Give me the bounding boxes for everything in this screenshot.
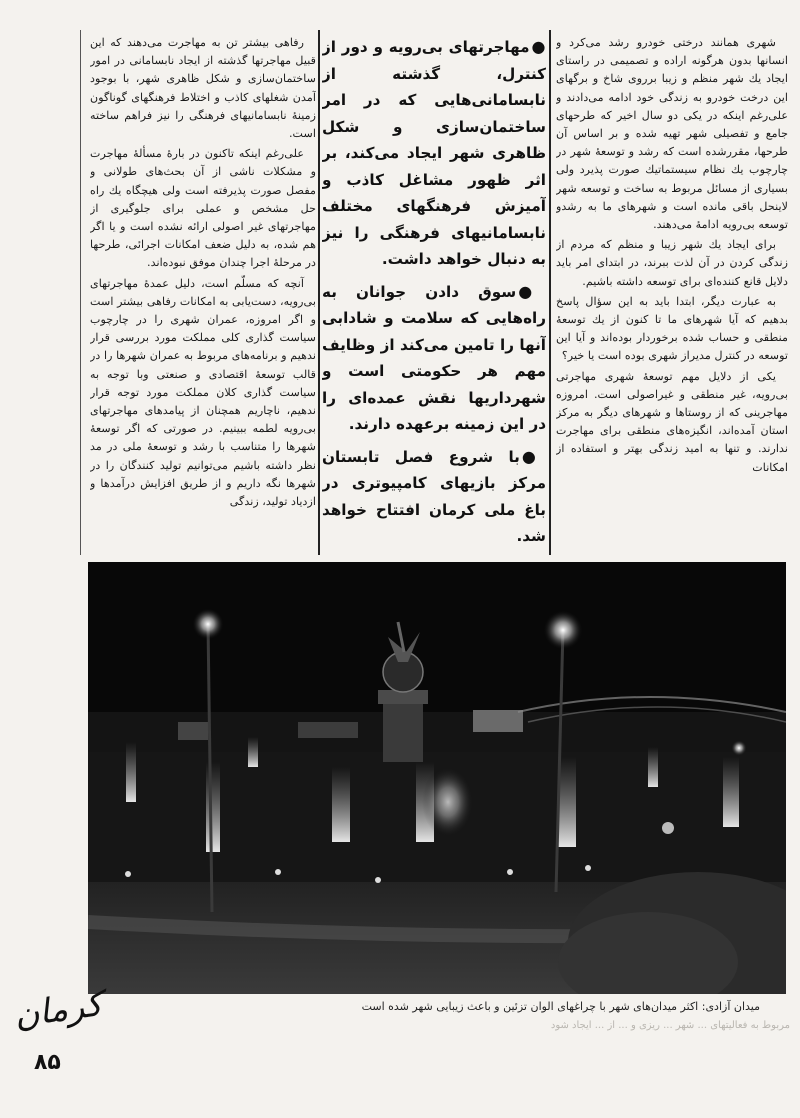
bullet-icon: ● xyxy=(521,446,546,466)
pull-quote-column xyxy=(322,34,546,554)
column-divider-right xyxy=(549,30,551,555)
paragraph: شهری همانند درختی خودرو رشد می‌کرد و انسانها بدون هرگونه اراده و تصمیمی در راستای ایجاد یك شهر منظم و زیبا برروی شاخ و برگهای این درخت خودرو به زندگی خود ادامه می‌دادند و علی‌رغم اینکه در یکی دو سال اخیر که طرحهای جامع و تفصیلی شهر تهیه شده و بر اساس آن طرحها، مقررشده است که رشد و توسعهٔ شهر در چارچوب یك نظام سیستماتیك صورت پذیرد ولی بسیاری از مسائل مربوط به ساخت و توسعه شهر لاینحل باقی مانده است و شهرهای ما به رشدو توسعه بی‌رویه ادامهٔ می‌دهند. xyxy=(556,36,788,232)
pull-quote: ●با شروع فصل تابستان مرکز بازیهای کامپیوتری در باغ ملی کرمان افتتاح خواهد شد. xyxy=(322,446,546,545)
bullet-icon: ● xyxy=(531,37,546,56)
paragraph: آنچه که مسلّم است، دلیل عمدهٔ مهاجرتهای بی‌رویه، دست‌یابی به امکانات رفاهی بیشتر است و اگر امروزه، عمران شهری را در چارچوب سیاست گذاری کلی مملکت مورد بررسی قرار ندهیم و برنامه‌های مربوط به عمران شهرها را در قالب توسعهٔ اقتصادی و صنعتی وبا توجه به سیاست گذاری کلان مملکت مورد توجه قرار ندهیم، ناچاریم همچنان از پیامدهای مهاجرتهای بی‌رویه لطمه ببینیم. در صورتی که اگر توسعهٔ شهرها را متناسب با رشد و توسعهٔ ملی در مد نظر داشته باشیم می‌توانیم تولید کنندگان را در شهرها نگه داریم و از طریق افزایش درآمدها و ازدیاد تولید، زندگی xyxy=(90,276,316,509)
magazine-logo: کرمان xyxy=(11,984,105,1036)
paragraph: برای ایجاد یك شهر زیبا و منظم که مردم از زندگی کردن در آن لذت ببرند، در ابتدای امر باید دلایل قانع کننده‌ای برای توسعه داشته باشیم. xyxy=(556,238,788,288)
page-number: ۸۵ xyxy=(34,1050,61,1075)
night-square-photo xyxy=(88,562,786,994)
photo-caption: میدان آزادی: اکثر میدان‌های شهر با چراغهای الوان تزئین و باعث زیبایی شهر شده است xyxy=(361,1000,760,1013)
paragraph: به عبارت دیگر، ابتدا باید به این سؤال پاسخ بدهیم که آیا شهرهای ما تا کنون از یك توسعهٔ منطقی و حساب شده برخوردار بوده‌اند و آیا این توسعه در کنترل مدیراز شهری بوده است یا خیر؟ xyxy=(556,294,788,363)
paragraph: رفاهی بیشتر تن به مهاجرت می‌دهند که این قبیل مهاجرتها گذشته از ایجاد نابسامانی در امور ساختمان‌سازی و شکل ظاهری شهر، با بوجود آمدن شغلهای کاذب و اختلاط فرهنگهای گوناگون زمینهٔ نابسامانیهای فرهنگی را نیز فراهم ساخته است. xyxy=(90,36,316,141)
bullet-icon: ● xyxy=(518,281,546,301)
fountain-illustration xyxy=(88,562,786,994)
column-divider-left xyxy=(318,30,320,555)
paragraph: علی‌رغم اینکه تاکنون در بارهٔ مسألهٔ مهاجرت و مشکلات ناشی از آن بحث‌های طولانی و مفصل صورت پذیرفته است ولی هیچگاه یك راه حل مشخص و عملی برای جلوگیری از مهاجرتهای غیر اصولی ارائه نشده است و یا اگر هم شده، به دلیل ضعف امکانات اجرائی، طرحها در مرحلهٔ اجرا چندان موفق نبوده‌اند. xyxy=(90,147,316,270)
pull-quote: ●مهاجرتهای بی‌رویه و دور از کنترل، گذشته از نابسامانی‌هایی که در امر ساختمان‌سازی و شکل ظاهری شهر ایجاد می‌کند، بر اثر ظهور مشاغل کاذب و آمیزش فرهنگهای مختلف نابسامانیهای فرهنگی را نیز به دنبال خواهد داشت. xyxy=(322,37,546,268)
paragraph: یکی از دلایل مهم توسعهٔ شهری مهاجرتی بی‌رویه، غیر منطقی و غیراصولی است. امروزه مهاجرینی که از روستاها و شهرهای دیگر به مرکز استان آمده‌اند، انگیزه‌های منطقی برای مهاجرت ندارند. و تنها به امید زندگی بهتر و استفاده از امکانات xyxy=(556,369,788,474)
bleed-through-text: مربوط به فعالیتهای ... شهر ... ریزی و ... از ... ایجاد شود xyxy=(550,1020,790,1031)
article-column-right xyxy=(556,34,788,554)
pull-quote: ●سوق دادن جوانان به راه‌هایی که سلامت و شادابی آنها را تامین می‌کند از وظایف مهم هر حکومتی است و شهرداریها نقش عمده‌ای را در این زمینه برعهده دارند. xyxy=(322,281,546,433)
column-divider-edge xyxy=(80,30,81,555)
article-column-left xyxy=(90,34,316,554)
